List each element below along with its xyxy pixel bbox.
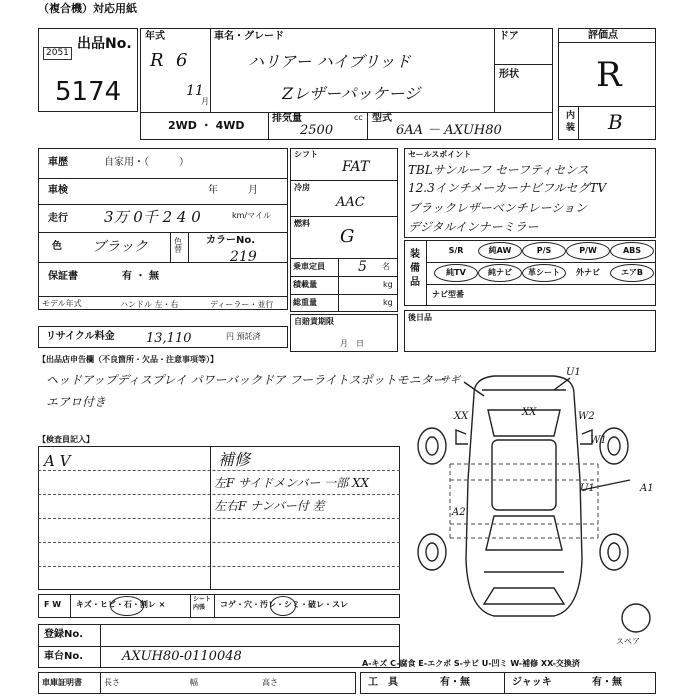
dim-width: 幅 [190,678,198,687]
insurance-unit: 月 日 [340,339,364,348]
month-unit: 月 [201,97,209,106]
navi-model-label: ナビ型番 [432,290,464,299]
diagram-mark-w1: W1 [590,435,607,446]
diagram-mark-sagi: サギ [440,375,460,386]
year-label: 年式 [145,31,165,42]
equip-circle-navi [478,264,522,282]
fuel-label: 燃料 [294,219,310,228]
diagram-mark-xx-front-left: XX [454,411,469,422]
seat-label: シート 内張 [193,596,212,611]
notes-line-2: エアロ付き [46,395,107,409]
diagram-mark-u1-top: U1 [566,367,581,378]
fw-circle-hibi [110,596,144,616]
ac-value: AAC [336,195,365,210]
sales-label: セールスポイント [408,150,472,159]
wheel-front-left [418,428,446,464]
mileage-label: 走行 [48,213,68,224]
year-era: R [150,50,164,71]
month-value: 11 [186,83,204,99]
jack-value: 有・無 [592,677,622,688]
mileage-value: 3万 0千 2 4 0 [104,208,201,226]
spare-label: スペア [616,637,640,646]
color-label: 色 [52,241,62,252]
sales-line-1: TBLサンルーフ セーフティセンス [408,163,589,177]
model-year-label: モデル年式 [42,299,82,308]
capacity-label: 乗車定員 [293,262,325,271]
garage-cert-label: 車庫証明書 [42,678,82,687]
sales-line-3: ブラックレザーベンチレーション [408,201,588,215]
seat-value: コゲ・穴・汚レ・シミ・破レ・スレ [220,600,348,609]
displacement-label: 排気量 [272,113,302,124]
inspector-line-3: 左右F ナンバー付 差 [214,499,325,513]
recycle-label: リサイクル料金 [46,331,115,342]
inspection-units: 年 月 [208,185,258,196]
sales-line-2: 12.3インチメーカーナビフルセグTV [408,181,607,195]
car-diagram [404,360,666,650]
wheel-rear-left [418,534,446,570]
car-name: ハリアー ハイブリッド [248,52,411,71]
equip-sr: S/R [448,246,464,255]
warranty-label: 保証書 [48,271,78,282]
postfit-label: 後日品 [408,313,432,322]
lot-label: 出品No. [77,36,132,52]
color-no-label: カラーNo. [206,235,256,246]
chassis-value: AXUH80-0110048 [122,649,242,664]
diagram-mark-w2: W2 [578,411,595,422]
evaluation-score: R [596,55,622,95]
capacity-value: 5 [358,259,367,275]
equip-abs: ABS [622,246,642,255]
sales-line-4: デジタルインナーミラー [408,220,539,234]
ac-label: 冷房 [294,183,310,192]
diagram-mark-xx-front: XX [522,407,537,418]
color-change-label: 色替 [174,237,182,254]
tool-value: 有・無 [440,677,470,688]
equipment-label: 装備品 [410,249,420,288]
dim-height: 高さ [262,678,278,687]
door-label: ドア [499,31,519,42]
car-roof [492,440,556,510]
diagram-mark-a2: A2 [452,507,466,518]
lot-number: 5174 [55,77,122,107]
lot-box [38,28,138,112]
form-title: （複合機）対応用紙 [38,2,137,15]
color-no-value: 219 [230,249,257,265]
equip-ps: P/S [536,246,552,255]
history-value: 自家用・（ ） [104,157,189,168]
equip-tv: 純TV [446,268,466,277]
jack-label: ジャッキ [512,677,552,688]
displacement-unit: cc [354,113,363,122]
diagram-mark-u1-side: U1 [580,483,595,494]
car-name-label: 車名・グレード [214,31,284,42]
shape-label: 形状 [499,69,519,80]
equip-leather: 革シート [528,268,560,277]
drive-label: 2WD ・ 4WD [168,119,245,132]
recycle-unit: 円 預託済 [226,332,261,341]
equip-airbag: エアB [620,268,644,277]
inspector-line-1: 補修 [218,450,251,469]
notes-line-1: ヘッドアップディスプレイ パワーバックドア フーライトスポットモニター [46,373,445,387]
load-label: 積載量 [293,280,317,289]
equip-circle-ps [522,242,566,260]
notes-label: 【出品店申告欄（不良箇所・欠品・注意事項等）】 [38,355,218,364]
interior-score: B [608,110,623,134]
equip-pw: P/W [579,246,597,255]
history-box [38,148,288,310]
equip-circle-pw [566,242,610,260]
capacity-unit: 名 [382,262,390,271]
warranty-value: 有 ・ 無 [122,271,159,282]
inspector-label: 【検査員記入】 [38,435,94,444]
equip-circle-alloy [478,242,522,260]
inspector-line-2: 左F サイドメンバー 一部 XX [214,476,370,490]
car-grade: Zレザーパッケージ [282,84,420,103]
equip-circle-tv [434,264,478,282]
equip-ext-navi: 外ナビ [576,268,600,277]
postfit-box [404,310,656,352]
insurance-label: 自賠責期限 [294,317,334,326]
fuel-value: G [340,226,355,247]
equip-circle-airbag [610,264,654,282]
spare-tire [622,604,650,632]
diagram-mark-a1: A1 [640,483,654,494]
interior-label: 内装 [566,111,576,133]
weight-label: 総重量 [293,298,317,307]
car-rear-window [486,516,562,550]
seat-circle-yogore [270,596,296,616]
wheel-rear-right [600,534,628,570]
evaluation-label: 評価点 [588,30,618,41]
shift-value: FAT [342,159,370,175]
tool-label: 工 具 [368,677,398,688]
year-value: 6 [176,50,188,71]
history-label: 車歴 [48,157,68,168]
handle-label: ハンドル 左・右 [120,300,179,309]
mileage-unit: km/マイル [232,211,271,220]
model-value: 6AA － AXUH80 [396,123,502,138]
wheel-front-right [600,428,628,464]
shift-label: シフト [294,150,318,159]
equip-navi: 純ナビ [488,268,512,277]
equip-alloy: 純AW [488,246,512,255]
car-mirror-left [456,430,468,444]
recycle-value: 13,110 [146,331,192,346]
load-unit: kg [383,280,393,289]
weight-unit: kg [383,298,393,307]
fw-label: F W [44,600,62,609]
dealer-label: ディーラー・並行 [210,300,274,309]
inspection-label: 車検 [48,185,68,196]
color-value: ブラック [92,239,148,255]
chassis-label: 車台No. [44,651,84,662]
equip-circle-leather [522,264,566,282]
displacement-value: 2500 [300,123,334,138]
equip-circle-abs [610,242,654,260]
lot-stamp: 2051 [43,47,72,60]
fw-value: キズ・ヒビ・石・割レ × [76,600,166,609]
model-label: 型式 [372,113,392,124]
dim-length: 長さ [104,678,120,687]
reg-no-label: 登録No. [44,629,84,640]
inspector-code: A V [44,452,71,470]
damage-legend: A-キズ C-腐食 E-エクボ S-サビ U-凹ミ W-補修 XX-交換済 [362,659,580,668]
